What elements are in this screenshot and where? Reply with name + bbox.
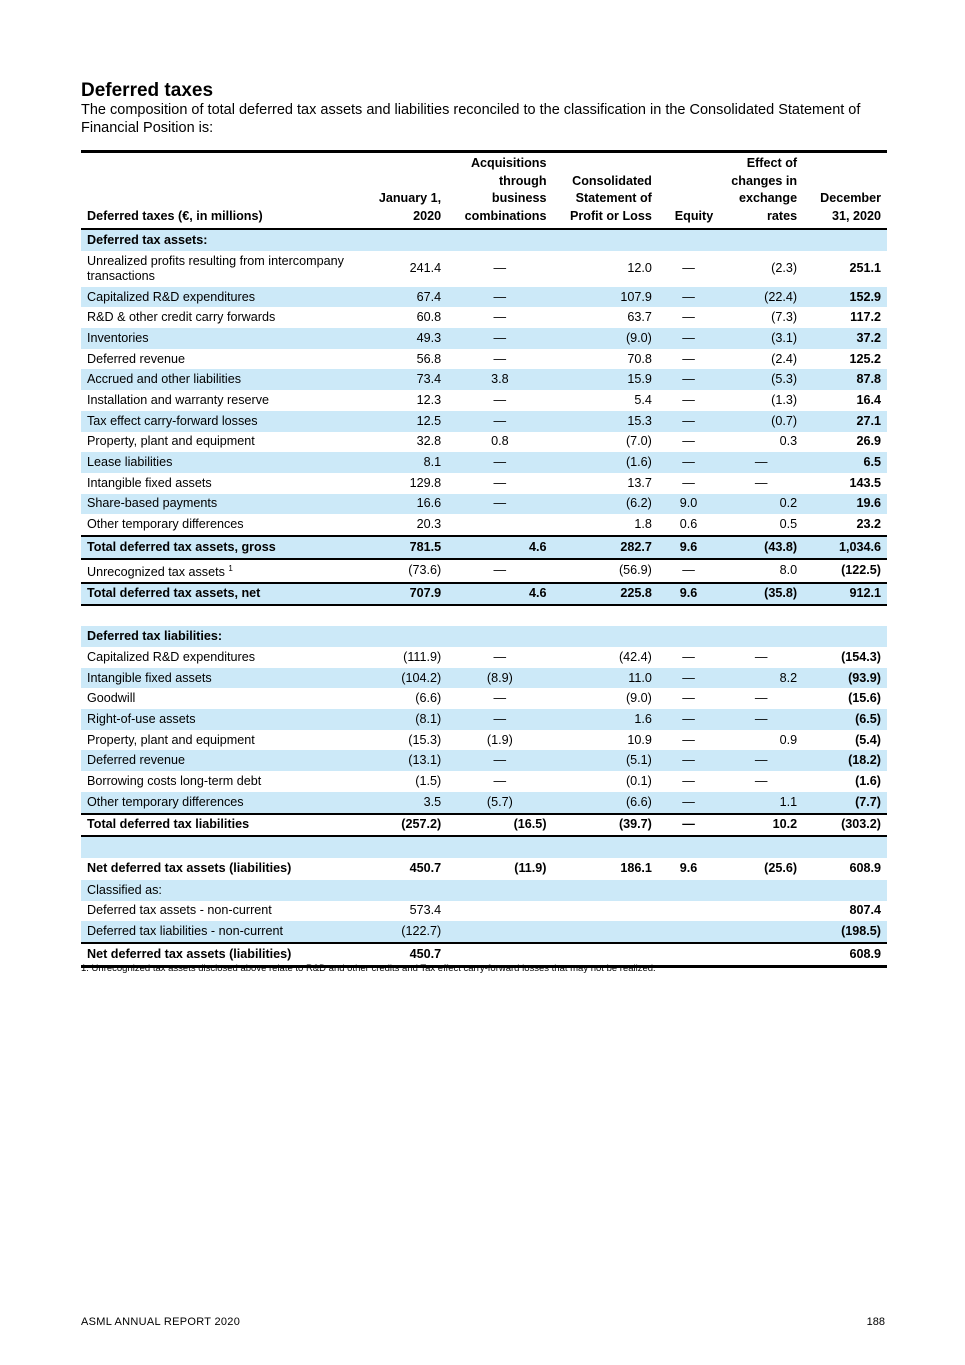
- assets-heading: Deferred tax assets:: [81, 229, 371, 251]
- cell: —: [658, 452, 719, 473]
- cell: —: [658, 287, 719, 308]
- cell: (7.0): [625, 434, 652, 449]
- cell: —: [447, 709, 552, 730]
- cell: (303.2): [803, 814, 887, 837]
- row-label: Intangible fixed assets: [87, 475, 212, 490]
- table-row: [81, 251, 887, 287]
- cell: 9.6: [658, 536, 719, 559]
- cell: —: [719, 709, 803, 730]
- row-label: Deferred revenue: [87, 351, 186, 366]
- row-label: Accrued and other liabilities: [81, 369, 371, 390]
- cell: (43.8): [719, 536, 803, 559]
- header-profit-loss: Consolidated Statement of Profit or Loss: [569, 173, 652, 223]
- cell: 241.4: [409, 261, 442, 276]
- cell: 125.2: [849, 351, 881, 366]
- cell: —: [493, 392, 507, 407]
- row-label: Total deferred tax assets, net: [81, 583, 371, 606]
- cell: —: [682, 351, 695, 366]
- cell: (35.8): [719, 583, 803, 606]
- cell: (22.4): [719, 287, 803, 308]
- row-label: Other temporary differences: [87, 517, 244, 532]
- cell: 9.6: [658, 583, 719, 606]
- header-jan-2020: January 1, 2020: [378, 191, 442, 223]
- cell: (5.3): [719, 369, 803, 390]
- cell: 450.7: [371, 943, 447, 966]
- cell: (15.3): [408, 732, 442, 747]
- cell: [447, 514, 552, 536]
- cell: 143.5: [849, 475, 881, 490]
- cell: —: [754, 691, 768, 706]
- cell: 129.8: [409, 475, 442, 490]
- cell: 0.8: [491, 434, 509, 449]
- cell: 15.3: [553, 411, 658, 432]
- table-row: [81, 750, 887, 771]
- cell: —: [658, 750, 719, 771]
- cell: (111.9): [403, 649, 442, 664]
- cell: —: [754, 649, 768, 664]
- cell: —: [493, 475, 507, 490]
- cell: (6.6): [415, 691, 442, 706]
- cell: (154.3): [841, 649, 881, 664]
- table-row: [81, 494, 887, 515]
- classified-heading: Classified as:: [81, 880, 371, 901]
- cell: —: [658, 792, 719, 814]
- row-label: Property, plant and equipment: [87, 732, 255, 747]
- cell: 20.3: [416, 517, 442, 532]
- table-row: [81, 349, 887, 370]
- cell: (73.6): [408, 563, 442, 578]
- cell: (7.3): [771, 310, 798, 325]
- row-label: Net deferred tax assets (liabilities): [87, 861, 292, 876]
- cell: 8.0: [779, 563, 798, 578]
- cell: —: [493, 563, 507, 578]
- cell: (0.7): [719, 411, 803, 432]
- cell: 37.2: [803, 328, 887, 349]
- cell: —: [658, 668, 719, 689]
- cell: 117.2: [850, 310, 881, 325]
- section-title: Deferred taxes: [81, 80, 214, 101]
- row-label: Borrowing costs long-term debt: [87, 773, 262, 788]
- cell: (18.2): [803, 750, 887, 771]
- row-label: Unrealized profits resulting from intercompany transactions: [87, 253, 344, 283]
- cell: —: [493, 351, 507, 366]
- header-dec-2020: December 31, 2020: [820, 191, 881, 223]
- header-label: Deferred taxes (€, in millions): [87, 208, 263, 223]
- cell: 12.3: [416, 392, 442, 407]
- cell: —: [754, 773, 768, 788]
- cell: —: [447, 750, 552, 771]
- cell: (6.6): [553, 792, 658, 814]
- cell: (198.5): [803, 921, 887, 943]
- cell: 49.3: [371, 328, 447, 349]
- cell: 1,034.6: [803, 536, 887, 559]
- total-gross-row: [81, 536, 887, 559]
- table-row: [81, 668, 887, 689]
- cell: —: [658, 814, 719, 837]
- cell: 3.8: [447, 369, 552, 390]
- cell: 13.7: [627, 475, 652, 490]
- cell: (1.5): [415, 773, 442, 788]
- assets-heading-row: [81, 229, 887, 251]
- cell: 5.4: [634, 392, 652, 407]
- cell: 0.3: [779, 434, 798, 449]
- row-label: Capitalized R&D expenditures: [81, 287, 371, 308]
- cell: 450.7: [409, 861, 442, 876]
- table-row: [81, 647, 887, 668]
- cell: 9.0: [658, 494, 719, 515]
- row-label: Deferred tax liabilities - non-current: [81, 921, 371, 943]
- cell: 27.1: [803, 411, 887, 432]
- deferred-taxes-table: [81, 150, 887, 968]
- table-row: [81, 432, 887, 453]
- cell: 73.4: [371, 369, 447, 390]
- liabilities-heading-row: [81, 626, 887, 647]
- cell: —: [682, 649, 695, 664]
- table-row: [81, 771, 887, 792]
- cell: 9.6: [679, 861, 698, 876]
- cell: —: [447, 452, 552, 473]
- cell: 1.1: [719, 792, 803, 814]
- cell: 32.8: [416, 434, 442, 449]
- footnote: 1. Unrecognized tax assets disclosed above relate to R&D and other credits and Tax effect carry-forward losses that may not be realized.: [81, 963, 656, 974]
- header-exchange: Effect of changes in exchange rates: [731, 156, 798, 223]
- cell: 282.7: [553, 536, 658, 559]
- row-label: Deferred revenue: [81, 750, 371, 771]
- row-label: Right-of-use assets: [81, 709, 371, 730]
- cell: 6.5: [803, 452, 887, 473]
- table-row: [81, 452, 887, 473]
- cell: 0.2: [719, 494, 803, 515]
- cell: —: [682, 732, 695, 747]
- cell: —: [447, 328, 552, 349]
- intro-paragraph: The composition of total deferred tax assets and liabilities reconciled to the classification in the Consolidated Statement of Financial Position is:: [81, 102, 861, 136]
- cell: —: [719, 750, 803, 771]
- row-label: Lease liabilities: [81, 452, 371, 473]
- cell: 60.8: [416, 310, 442, 325]
- cell: 707.9: [371, 583, 447, 606]
- cell: —: [682, 434, 695, 449]
- cell: 0.6: [679, 517, 698, 532]
- liabilities-heading: Deferred tax liabilities:: [81, 626, 371, 647]
- table-row: [81, 688, 887, 709]
- row-label-text: Unrecognized tax assets: [87, 565, 225, 580]
- row-label: Total deferred tax liabilities: [81, 814, 371, 837]
- cell: (9.0): [553, 328, 658, 349]
- cell: (1.9): [486, 732, 513, 747]
- cell: (6.2): [553, 494, 658, 515]
- cell: —: [493, 773, 507, 788]
- table-row: [81, 390, 887, 411]
- row-label: Tax effect carry-forward losses: [81, 411, 371, 432]
- cell: —: [447, 494, 552, 515]
- row-label: Deferred tax assets - non-current: [87, 903, 272, 918]
- cell: 70.8: [627, 351, 652, 366]
- cell: 63.7: [627, 310, 652, 325]
- table-row: [81, 328, 887, 349]
- cell: (39.7): [553, 814, 658, 837]
- cell: (42.4): [618, 649, 652, 664]
- cell: (11.9): [514, 861, 547, 876]
- footer-page-number: 188: [866, 1316, 885, 1328]
- table-row: [81, 792, 887, 814]
- cell: 251.1: [849, 261, 881, 276]
- table-row: [81, 514, 887, 536]
- row-label: Intangible fixed assets: [81, 668, 371, 689]
- total-net-row: [81, 583, 887, 606]
- cell: —: [658, 709, 719, 730]
- cell: (1.6): [553, 452, 658, 473]
- cell: 152.9: [803, 287, 887, 308]
- cell: (1.3): [771, 392, 798, 407]
- cell: 0.9: [779, 732, 798, 747]
- row-label: Total deferred tax assets, gross: [81, 536, 371, 559]
- footnote-ref: 1: [228, 564, 233, 574]
- cell: 8.1: [371, 452, 447, 473]
- unrecognized-row: [81, 559, 887, 583]
- cell: 26.9: [856, 434, 881, 449]
- cell: 8.2: [719, 668, 803, 689]
- cell: —: [719, 452, 803, 473]
- spacer-row: [81, 605, 887, 626]
- cell: —: [682, 563, 695, 578]
- cell: (3.1): [719, 328, 803, 349]
- cell: 16.6: [371, 494, 447, 515]
- cell: (5.4): [855, 732, 881, 747]
- cell: (8.9): [447, 668, 552, 689]
- cell: 15.9: [553, 369, 658, 390]
- row-label: Installation and warranty reserve: [87, 392, 270, 407]
- cell: (1.6): [855, 773, 881, 788]
- spacer-row: [81, 836, 887, 858]
- cell: (16.5): [447, 814, 552, 837]
- cell: —: [682, 392, 695, 407]
- cell: (122.7): [371, 921, 447, 943]
- table-header-row: [81, 152, 887, 230]
- cell: 16.4: [856, 392, 881, 407]
- cell: (15.6): [848, 691, 881, 706]
- cell: —: [682, 310, 695, 325]
- cell: 56.8: [416, 351, 442, 366]
- table-row: [81, 307, 887, 328]
- cell: —: [682, 261, 695, 276]
- cell: 107.9: [553, 287, 658, 308]
- cell: 608.9: [849, 861, 881, 876]
- cell: (6.5): [803, 709, 887, 730]
- cell: (93.9): [803, 668, 887, 689]
- cell: 0.5: [779, 517, 798, 532]
- cell: 10.9: [627, 732, 652, 747]
- cell: (56.9): [618, 563, 652, 578]
- cell: 912.1: [803, 583, 887, 606]
- cell: 23.2: [856, 517, 881, 532]
- cell: 608.9: [803, 943, 887, 966]
- header-acquisitions: Acquisitions through business combinations: [464, 156, 547, 223]
- footer-report-title: ASML ANNUAL REPORT 2020: [81, 1316, 241, 1328]
- cell: —: [682, 773, 695, 788]
- cell: 186.1: [620, 861, 652, 876]
- cell: (2.3): [771, 261, 798, 276]
- table-row: [81, 709, 887, 730]
- total-liabilities-row: [81, 814, 887, 837]
- cell: 19.6: [803, 494, 887, 515]
- cell: (2.4): [771, 351, 798, 366]
- cell: —: [493, 691, 507, 706]
- row-label: [81, 559, 371, 583]
- cell: —: [658, 411, 719, 432]
- table-row: [81, 411, 887, 432]
- cell: (7.7): [803, 792, 887, 814]
- cell: 4.6: [447, 536, 552, 559]
- cell: 1.8: [634, 517, 652, 532]
- row-label: Goodwill: [87, 691, 136, 706]
- cell: 1.6: [553, 709, 658, 730]
- cell: 4.6: [447, 583, 552, 606]
- table-row: [81, 730, 887, 751]
- cell: 807.4: [849, 903, 881, 918]
- table-row: [81, 369, 887, 390]
- cell: 67.4: [371, 287, 447, 308]
- table-row: [81, 287, 887, 308]
- cell: —: [682, 475, 695, 490]
- header-equity: Equity: [674, 208, 714, 223]
- row-label: Capitalized R&D expenditures: [87, 649, 256, 664]
- net-row: [81, 858, 887, 880]
- row-label: Net deferred tax assets (liabilities): [81, 943, 371, 966]
- cell: 12.0: [627, 261, 652, 276]
- cell: 3.5: [371, 792, 447, 814]
- classified-heading-row: [81, 880, 887, 901]
- cell: 225.8: [553, 583, 658, 606]
- cell: —: [493, 261, 507, 276]
- cell: 87.8: [803, 369, 887, 390]
- cell: 10.2: [719, 814, 803, 837]
- cell: (104.2): [371, 668, 447, 689]
- cell: (5.1): [553, 750, 658, 771]
- cell: 11.0: [553, 668, 658, 689]
- row-label: Share-based payments: [81, 494, 371, 515]
- cell: 12.5: [371, 411, 447, 432]
- cell: (5.7): [447, 792, 552, 814]
- cell: —: [493, 649, 507, 664]
- cell: (13.1): [371, 750, 447, 771]
- row-label: Property, plant and equipment: [87, 434, 255, 449]
- row-label: Other temporary differences: [81, 792, 371, 814]
- cell: —: [658, 369, 719, 390]
- cell: 573.4: [409, 903, 442, 918]
- table-row: [81, 901, 887, 922]
- cell: (25.6): [764, 861, 798, 876]
- row-label: Inventories: [81, 328, 371, 349]
- table-row: [81, 473, 887, 494]
- cell: (0.1): [625, 773, 652, 788]
- cell: (257.2): [371, 814, 447, 837]
- cell: —: [682, 691, 695, 706]
- row-label: R&D & other credit carry forwards: [87, 310, 276, 325]
- cell: (9.0): [625, 691, 652, 706]
- cell: —: [754, 475, 768, 490]
- cell: (122.5): [841, 563, 881, 578]
- cell: —: [447, 411, 552, 432]
- cell: (8.1): [371, 709, 447, 730]
- cell: —: [447, 287, 552, 308]
- cell: —: [658, 328, 719, 349]
- cell: —: [493, 310, 507, 325]
- table-row: [81, 921, 887, 943]
- cell: 781.5: [371, 536, 447, 559]
